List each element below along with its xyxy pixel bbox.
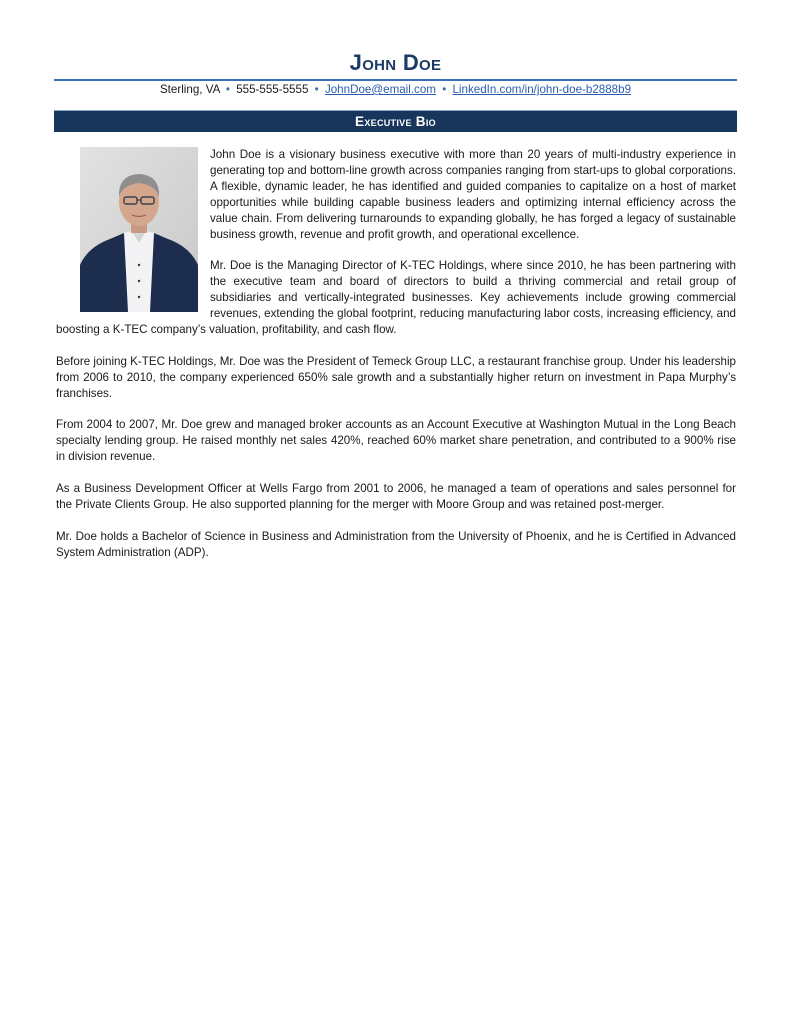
bio-paragraph: Mr. Doe is the Managing Director of K-TEC Holdings, where since 2010, he has been partnering with the executive team and board of directors to build a thriving commercial and retail group of subsidiaries and vertically-integrated businesses. Key achievements include growing commercial revenues, extending the global footprint, reducing manufacturing labor costs, increasing efficiency, and boosting a K-TEC company’s valuation, profitability, and cash flow. — [56, 259, 736, 336]
location: Sterling, VA — [159, 83, 220, 96]
candidate-name: John Doe — [349, 50, 442, 75]
bio-paragraph: As a Business Development Officer at Wells Fargo from 2001 to 2006, he managed a team of operations and sales personnel for the Private Clients Group. He also supported planning for the merger with Moore Group and was retained post-merger. — [56, 481, 736, 511]
linkedin-link[interactable]: LinkedIn.com/in/john-doe-b2888b9 — [452, 83, 632, 96]
bullet-separator: • — [442, 83, 447, 96]
bio-paragraph: From 2004 to 2007, Mr. Doe grew and managed broker accounts as an Account Executive at Washington Mutual in the Long Beach specialty lending group. He raised monthly net sales 420%, reached 60% market share penetration, and contributed to a 900% rise in division revenue. — [56, 418, 736, 464]
phone: 555-555-5555 — [236, 83, 309, 96]
bullet-separator: • — [225, 83, 230, 96]
bio-paragraph: Before joining K-TEC Holdings, Mr. Doe was the President of Temeck Group LLC, a restaurant franchise group. Under his leadership from 2006 to 2010, the company experienced 650% sale growth and a substantially higher return on investment in Papa Murphy’s franchises. — [56, 354, 736, 400]
bio-content — [56, 147, 736, 576]
bio-paragraph: John Doe is a visionary business executive with more than 20 years of multi-industry experience in generating top and bottom-line growth across companies ranging from start-ups to global corporations. A flexible, dynamic leader, he has identified and guided companies to capitalize on a host of market opportunities while building capable business leaders and optimizing internal efficiency across the value chain. From delivering turnarounds to expanding globally, he has forged a legacy of sustainable business growth, revenue and profit growth, and operational excellence. — [210, 148, 736, 241]
header-divider — [54, 79, 737, 81]
section-title-executive-bio: Executive Bio — [54, 110, 737, 132]
email-link[interactable]: JohnDoe@email.com — [324, 83, 436, 96]
headshot-photo — [80, 147, 198, 312]
bullet-separator: • — [314, 83, 319, 96]
headshot-image — [80, 147, 198, 312]
contact-line — [0, 83, 791, 97]
bio-paragraph: Mr. Doe holds a Bachelor of Science in Business and Administration from the University of Phoenix, and he is Certified in Advanced System Administration (ADP). — [56, 529, 736, 559]
